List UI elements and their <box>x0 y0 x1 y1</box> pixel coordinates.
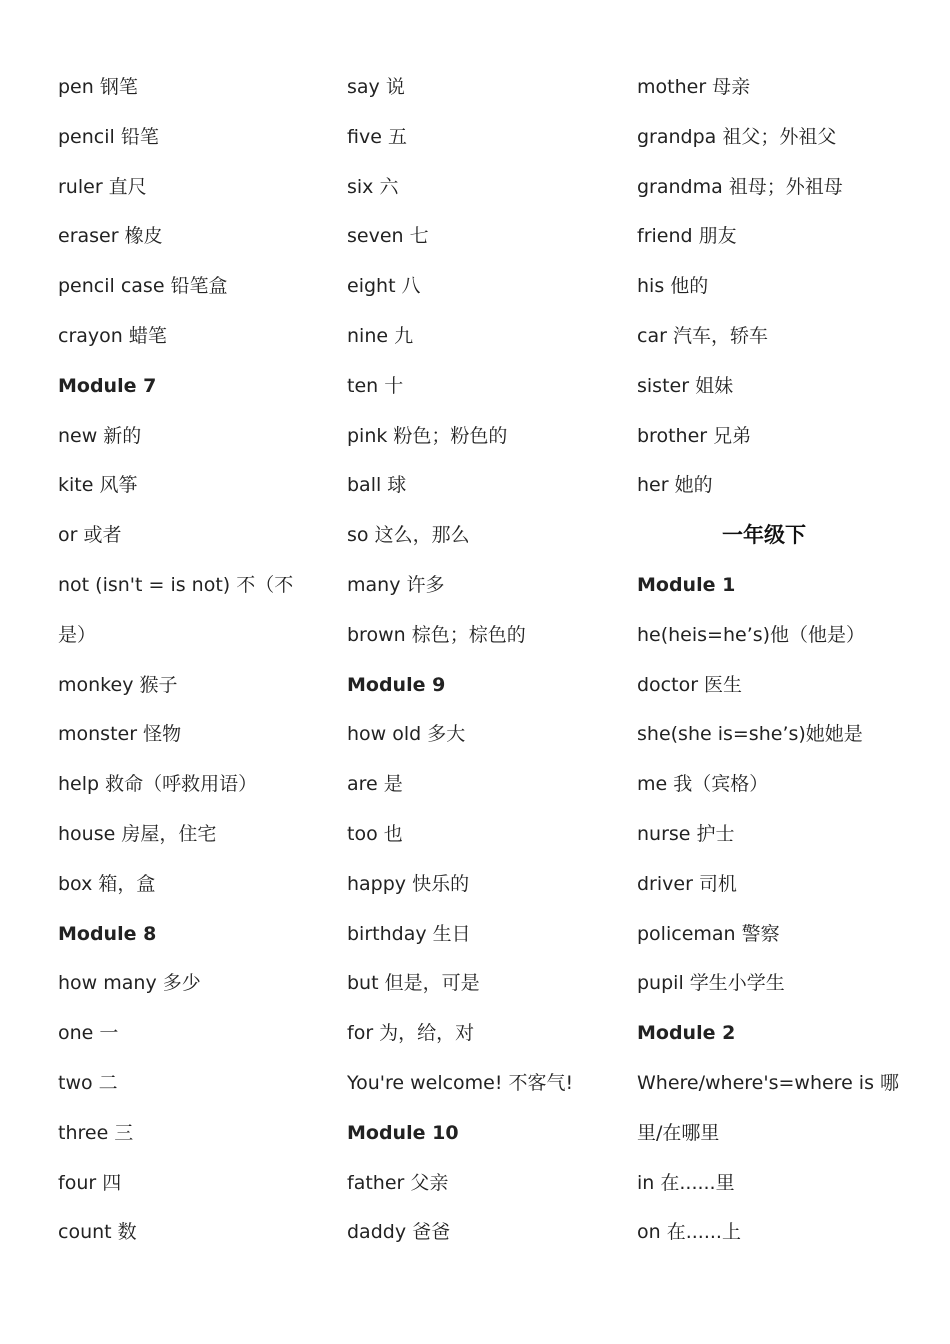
vocab-entry: mother 母亲 <box>637 76 751 98</box>
vocab-entry: how many 多少 <box>58 972 201 995</box>
vocab-entry: You're welcome! 不客气! <box>347 1071 574 1094</box>
vocab-entry: sister 姐妹 <box>637 374 734 397</box>
module-heading: Module 8 <box>58 922 157 945</box>
vocab-entry: too 也 <box>347 822 403 845</box>
vocab-entry: monkey 猴子 <box>58 673 178 696</box>
vocab-entry: birthday 生日 <box>347 922 471 945</box>
vocabulary-column-1 <box>58 63 328 1258</box>
module-heading: Module 2 <box>637 1022 736 1045</box>
vocab-entry: how old 多大 <box>347 723 466 746</box>
vocab-entry: brother 兄弟 <box>637 424 752 447</box>
vocab-entry: many 许多 <box>347 573 445 596</box>
vocab-entry: four 四 <box>58 1171 122 1194</box>
vocab-entry: two 二 <box>58 1071 118 1094</box>
module-heading: Module 7 <box>58 374 157 397</box>
vocab-entry: daddy 爸爸 <box>347 1221 451 1244</box>
vocabulary-column-2 <box>347 63 617 1258</box>
vocab-entry: grandma 祖母；外祖母 <box>637 175 843 198</box>
vocab-entry: pink 粉色；粉色的 <box>347 424 508 447</box>
vocab-entry: or 或者 <box>58 524 122 547</box>
vocab-entry: count 数 <box>58 1221 137 1244</box>
vocab-entry: monster 怪物 <box>58 723 182 746</box>
vocab-entry: pencil case 铅笔盒 <box>58 275 228 298</box>
vocab-entry: ruler 直尺 <box>58 175 147 198</box>
vocab-entry: crayon 蜡笔 <box>58 324 167 347</box>
vocab-entry: father 父亲 <box>347 1171 449 1194</box>
vocab-entry: she(she is=she’s)她她是 <box>637 723 863 746</box>
vocab-entry: pupil 学生小学生 <box>637 972 785 995</box>
vocab-entry: Where/where's=where is 哪 <box>637 1071 900 1094</box>
module-heading: Module 10 <box>347 1121 459 1144</box>
vocab-entry: box 箱，盒 <box>58 872 156 895</box>
vocab-entry: so 这么，那么 <box>347 524 470 547</box>
module-heading: Module 1 <box>637 573 736 596</box>
module-heading: Module 9 <box>347 673 446 696</box>
vocab-entry: not (isn't = is not) 不（不 <box>58 573 294 596</box>
vocab-entry: ten 十 <box>347 374 404 397</box>
vocab-entry: driver 司机 <box>637 872 737 895</box>
vocab-entry: 里/在哪里 <box>637 1121 720 1144</box>
vocab-entry: in 在......里 <box>637 1171 735 1194</box>
vocab-entry: happy 快乐的 <box>347 872 470 895</box>
vocab-entry: on 在......上 <box>637 1221 741 1244</box>
vocabulary-column-3 <box>637 63 907 1258</box>
vocab-entry: kite 风筝 <box>58 474 138 497</box>
vocab-entry: five 五 <box>347 125 407 148</box>
vocab-entry: eight 八 <box>347 275 421 298</box>
vocab-entry: say 说 <box>347 76 405 98</box>
vocab-entry: new 新的 <box>58 424 142 447</box>
vocab-entry: brown 棕色；棕色的 <box>347 623 526 646</box>
vocab-entry: six 六 <box>347 175 399 198</box>
vocab-entry: are 是 <box>347 773 403 796</box>
vocab-entry: 是） <box>58 623 97 646</box>
vocab-entry: me 我（宾格） <box>637 773 769 796</box>
vocab-entry: one 一 <box>58 1022 119 1045</box>
vocab-entry: nine 九 <box>347 324 414 347</box>
vocab-entry: but 但是，可是 <box>347 972 480 995</box>
vocab-entry: eraser 橡皮 <box>58 225 163 248</box>
vocab-entry: policeman 警察 <box>637 922 780 945</box>
vocab-entry: nurse 护士 <box>637 822 735 845</box>
vocab-entry: her 她的 <box>637 474 713 497</box>
vocab-entry: help 救命（呼救用语） <box>58 773 258 796</box>
vocab-entry: pen 钢笔 <box>58 76 138 98</box>
section-title: 一年级下 <box>722 523 806 548</box>
vocab-entry: friend 朋友 <box>637 225 737 248</box>
vocab-entry: doctor 医生 <box>637 673 743 696</box>
vocab-entry: grandpa 祖父；外祖父 <box>637 125 837 148</box>
vocab-entry: he(heis=he’s)他（他是） <box>637 623 866 646</box>
vocab-entry: for 为，给，对 <box>347 1022 475 1045</box>
vocab-entry: three 三 <box>58 1121 134 1144</box>
vocab-entry: house 房屋，住宅 <box>58 822 217 845</box>
vocab-entry: car 汽车，轿车 <box>637 324 768 347</box>
vocab-entry: pencil 铅笔 <box>58 125 159 148</box>
vocab-entry: ball 球 <box>347 474 407 497</box>
vocab-entry: seven 七 <box>347 225 429 248</box>
vocab-entry: his 他的 <box>637 275 709 298</box>
